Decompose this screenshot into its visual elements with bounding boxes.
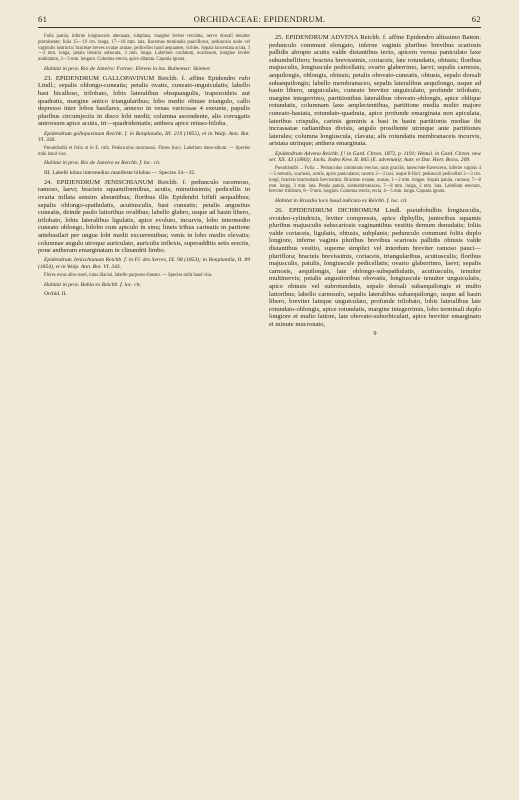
left-column <box>38 34 250 300</box>
descriptive-note: Pseudobulbi et folia ut in E. rufo. Pedunculus racemosus. Flores fusci. Labellum luteo-album. — Species mihi haud visa. <box>38 146 250 158</box>
species-name: EPIDENDRUM GALLOPAVINUM Reichb. f. <box>55 74 186 82</box>
species-number: 23. <box>44 74 56 82</box>
habitat-note: Habitat in prov. Rio de Janeiro ex Reichb. f. loc. cit. <box>44 160 161 167</box>
page-number-left: 61 <box>38 14 48 24</box>
species-number: 25. <box>275 34 286 41</box>
habitat-note: Habitat in prov. Bahia ex Reichb. f. loc. cit. <box>44 281 142 288</box>
descriptive-note: Flores extus albo-rosei, intus lilacini, labello purpureo-lineato. — Species mihi haud visa. <box>44 273 213 279</box>
descriptive-note: Folia patula, inferne longiuscule attenuata, subplana, margine leviter revoluta, nervo dorsali tenuiter prominente; folia 15—19 cm. longa, 17—18 mm. lata. Racemus terminalis pauciflorus, pedunculo nudo vel vaginulis instructo; bracteae breves ovatae acutae, pedicellos haud aequantes, virides. Sepala lanceolata acuta, 3—4 mm. longa; petala linearia subacuta, 3 mm. longa. Labellum cordatum, ecallosum, margine leviter undulatum, 2—3 mm. longum. Columna erecta, apice dilatata. Capsula ignota. <box>38 34 250 63</box>
species-description: affine Epidendro rufo Lindl.; sepalis oblongo-cuneatis; petalis ovatis, cuneato-unguiculatis; labello basi bicalloso, trilobato, lobis lateralibus obsquangulis, trapezoideis aut quadratis, margine antico triangularibus; lobo medio obtuse triangulo, callo depresso inter lobos basilares, annexo in venas varicosas 4 exeunte, papulis pluribus circumjectis in disco lobi medii; columna ascendente, alis corrugatis antrorsum apice acutis, tri—quadridentatis; anthera apice retuso-biloba. <box>38 74 250 128</box>
habitat-note: Habitat in prov. Rio de Janeiro: Fornec. Ehrens in ins. Balnemar: Skinner. <box>44 65 211 72</box>
descriptive-note: Pseudobulbi ... Folia ... Pedunculus communis erectus, satis gracilis, lutescente-flavescens, inferne vaginis 4—5 remotis, scariosis, acutis, apice paniculatus; racemi 2—3 laxi, usque 8-flori; pedunculi pedicellati 2—3 cm. longi, bracteis bracteolatis brevissimis. Bracteae ovatae, acutae, 1—2 mm. longae. Sepala patula, carnosa, 7—8 mm. longa, 3 mm. lata. Petala patula, submembranacea, 7—8 mm. longa, 2 mm. lata. Labellum erectum, breviter trilobum, 8—9 mm. longum. Columna erecta, recta, 4—5 mm. longa. Capsula ignota. <box>269 166 481 195</box>
running-header <box>38 14 481 28</box>
habitat-note: Habitat in Brasilia loco haud indicato ex Reichb. f. loc. cit. <box>275 197 408 204</box>
signature-mark: Orchid. II. <box>44 290 67 297</box>
species-description: affine Epidendro altissimo Batem. pedunculo communi elongato, inferne vaginis pluribus brevibus scariosis pallidis abrupte acutis valde distantibus tecto, apicem versus paniculato laxe subumbellifero; bracteis brevissimis, coriaceis, late rotundatis, obtusis; floribus majusculis, longiuscule pedicellatis; ovario glaberrimo, laevi; sepalis carnosis, aequilongis, oblongis, obtusis; petalis obovato-cuneatis, obtusis, sepalo dorsali subaequilongis; labello membranaceo, sepalis lateralibus aequilongo, usque ad basin libero, unguiculato, cuneato breviter unguiculato, profunde trilobato, margine integerrimo, partitionibus lateralibus obovato-oblongis, apice oblique rotundatis, columnam laxe amplectentibus, partitione media multo majore cuneato-hastata, rotundato-quadrata, apice profunde emarginata non apiculata, lateribus crispulis, carinis geminis a basi in basin partitionis mediae ibi incrassatae radiantibus divisis, angulo prosiliente utrinque ante partitiones laterales; columna longiuscula, clavata; alis rotundatis membranaceis incurvis, aristata utrinque; anthera emarginata. <box>269 34 482 148</box>
species-entry <box>38 179 250 255</box>
species-number: 26. <box>275 207 289 215</box>
species-description: pedunculo racemoso, ramoso, laevi; bracteis squamiformibus, acutis, minutissimis; pedicellis in ovaria inflata sensim abeuntibus; floribus illis Epidendri bifidi aequalibus; sepalis oblongo-spathulatis, acutiusculis, basi cuneatis; petalis angustius cuneatis, deinde paulo latioribus ovalibus; labello glabro, usque ad basin libero, trilobato, lobis lateralibus ligulatis, apice evoluto, incurvis, lobo intermedio cuneato oblongo, bilobo cum apiculo in sinu; lineis tribus carinatis in partione antebasilari per ungue lobi medii excurrentibus; venis in lobo medio elevatis; columnae angulo utroque auriculato, auriculis inflexis, superadditis setis erectis, pone antheram emarginatam in clinandrii limbo. <box>38 178 250 255</box>
species-name: EPIDENDRUM ADVENA Reichb. f. <box>285 34 387 41</box>
species-number: 24. <box>44 178 57 186</box>
section-heading: III. Labelli lobus intermedius manifeste bilobus — Species 24—32. <box>44 169 196 176</box>
species-description: pseudobulbis longiusculis, ovoideo-cylindricis, leviter compressis, apice diphyllis, junioribus squamis pluribus majusculis subscariosis vaginantibus vestitis demum denudatis; foliis valde coriaceis, ligulatis, obtusis, subplanis; pedunculo communi foliis duplo longiore, inferne vaginis pluribus brevibus scariosis pallidis obtusis valde distantibus vestito, superne simplici vel interdum breviter ramoso pauci—pluriflora; bracteis brevissimis, coriaceis, triangularibus, acutiusculis; floribus majusculis, patulis, longiuscule pedicellatis; ovario glaberrimo, laevi; sepalis carnosis, aequilongis, late oblongo-subspathulatis, acutiusculis, tenuiter multinervis; petalis angustioribus obovatis, longiuscule tenuiter unguiculatis, apice obtusis vel subrotundatis, sepalo dorsali subaequilongis et multo latioribus; labello carnosulo, sepalis lateralibus subaequilongo, usque ad basin libero, breviter lateque unguiculato, profunde trilobato, lobis lateralibus late rotundato-oblongis, apice rotundatis, margine integerrimis, lobo terminali duplo longiore et multo latiore, late obovato-suborbiculari, apice breviter emarginato et minute mucronato, <box>269 207 481 328</box>
header-rule <box>38 27 481 28</box>
page-number-right: 62 <box>471 14 481 24</box>
species-entry <box>38 75 250 128</box>
bibliographic-reference: Epidendrum Jenischianum Reichb. f. in Fl. des Serres, IX. 98 (1853); in Bonplandia, II. 89 (1854), et in Walp. Ann. Bot. VI. 343. <box>38 257 250 270</box>
signature-number: 9 <box>373 331 377 338</box>
running-title: ORCHIDACEAE: EPIDENDRUM. <box>193 14 326 24</box>
species-name: EPIDENDRUM JENISCHIANUM Reichb. f. <box>56 178 187 186</box>
bibliographic-reference: Epidendrum Advena Reichb. f.! in Gard. Chron. 1872, p. 1191; Hemsl. in Gard. Chron. new ser. XX. 43 (1883); Jacks. Index Kew. II. 845 (E. advenum); Autr. et Dur. Hort. Boiss. 209. <box>269 150 481 164</box>
species-entry <box>269 34 481 148</box>
right-column <box>269 34 481 340</box>
species-name: EPIDENDRUM DICHROMUM Lindl. <box>288 207 402 215</box>
bibliographic-reference: Epidendrum gallopavinum Reichb. f. in Bonplandia, III. 219 (1855), et in Walp. Ann. Bot. VI. 336. <box>38 130 250 144</box>
species-entry <box>269 207 481 329</box>
